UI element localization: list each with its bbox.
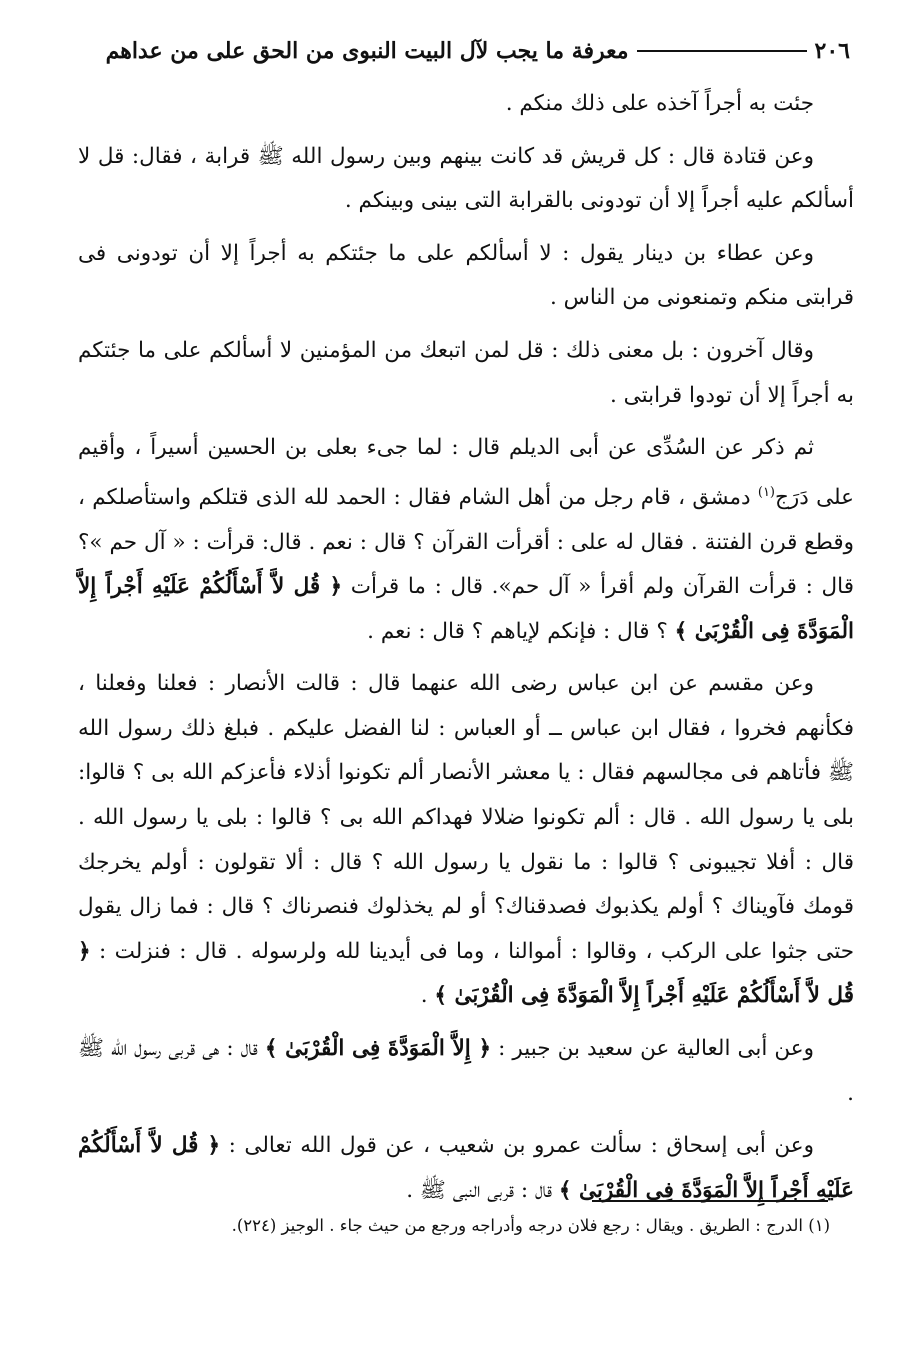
header-rule [637,50,807,52]
footnote-rule [592,1200,828,1202]
running-title: معرفة ما يجب لآل البيت النبوى من الحق على من عداهم [105,38,629,64]
footnote: (١) الدرج : الطريق . ويقال : رجع فلان درجه وأدراجه ورجع من حيث جاء . الوجيز (٢٢٤). [231,1216,830,1235]
page-header [80,30,850,72]
page-number: ٢٠٦ [814,38,850,64]
quran-verse: ﴿ قُل لاَّ أَسْأَلُكُمْ عَلَيْهِ أَجْراً إِلاَّ الْمَوَدَّةَ فِى الْقُرْبَىٰ ﴾ [78,938,854,1009]
quran-verse: ﴿ قُل لاَّ أَسْأَلُكُمْ عَلَيْهِ أَجْراً إِلاَّ الْمَوَدَّةَ فِى الْقُرْبَىٰ ﴾ [78,574,854,644]
paragraph [78,232,854,321]
paragraph-text: ؟ قال : فإنكم لإياهم ؟ قال : نعم . [367,618,675,644]
footnote-marker: (١) [757,484,775,500]
paragraph-text: وعن قتادة قال : كل قريش قد كانت بينهم وبين رسول الله ﷺ قرابة ، فقال: قل لا أسألكم عليه أجراً إلا أن تودونى بالقرابة التى بينى وبينكم . [78,143,854,214]
paragraph-text: ثم ذكر عن السُدِّى عن أبى الديلم قال : لما جىء بعلى بن الحسين أسيراً ، وأقيم على دَرَج [78,435,854,510]
paragraph-text: وعن أبى إسحاق : سألت عمرو بن شعيب ، عن قول الله تعالى : [220,1133,814,1159]
paragraph [78,82,854,127]
paragraph-text: قال : قربى النبى ﷺ . [406,1177,559,1203]
quran-verse: ﴿ إِلاَّ الْمَوَدَّةَ فِى الْقُرْبَىٰ ﴾ [264,1036,492,1062]
quran-verse: ﴿ قُل لاَّ أَسْأَلُكُمْ عَلَيْهِ أَجْراً إِلاَّ الْمَوَدَّةَ فِى الْقُرْبَىٰ ﴾ [78,1133,854,1203]
paragraph [78,662,854,1019]
paragraph-text: وعن عطاء بن دينار يقول : لا أسألكم على ما جئتكم به أجراً إلا أن تودونى فى قرابتى منكم وتمنعونى من الناس . [78,240,854,311]
paragraph [78,1027,854,1116]
paragraph [78,426,854,654]
body-text [78,82,854,1221]
paragraph [78,135,854,224]
paragraph-text: وعن أبى العالية عن سعيد بن جبير : [491,1036,814,1062]
paragraph-text: وعن مقسم عن ابن عباس رضى الله عنهما قال : قالت الأنصار : فعلنا وفعلنا ، فكأنهم فخروا ، فقال ابن عباس ــ أو العباس : لنا الفضل عليكم . فبلغ ذلك رسول الله ﷺ فأتاهم فى مجالسهم فقال : يا معشر الأنصار ألم تكونوا أذلاء فأعزكم الله بى ؟ قالوا: بلى يا رسول الله . قال : ألم تكونوا ضلالا فهداكم الله بى ؟ قالوا : بلى يا رسول الله . قال : أفلا تجيبونى ؟ قالوا : ما نقول يا رسول الله ؟ قال : ألا تقولون : أولم يخرجك قومك فآويناك ؟ أولم يكذبوك فصدقناك؟ أو لم يخذلوك فنصرناك ؟ قال : فما زال يقول حتى جثوا على الركب ، وقالوا : أموالنا ، وما فى أيدينا لله ولرسوله . قال : فنزلت : [78,671,854,964]
paragraph-text: دمشق ، قام رجل من أهل الشام فقال : الحمد لله الذى قتلكم واستأصلكم ، وقطع قرن الفتنة . فقال له على : أقرأت القرآن ؟ قال : نعم . قال: قرأت : « آل حم »؟ قال : قرأت القرآن ولم أقرأ « آل حم». قال : ما قرأت [78,484,854,600]
paragraph-text: جئت به أجراً آخذه على ذلك منكم . [505,91,814,116]
paragraph-text: وقال آخرون : بل معنى ذلك : قل لمن اتبعك من المؤمنين لا أسألكم على ما جئتكم به أجراً إلا أن تودوا قرابتى . [78,337,854,408]
paragraph-text: قال : هى قربى رسول الله ﷺ . [78,1036,854,1106]
paragraph [78,329,854,418]
paragraph-text: . [420,983,435,1009]
